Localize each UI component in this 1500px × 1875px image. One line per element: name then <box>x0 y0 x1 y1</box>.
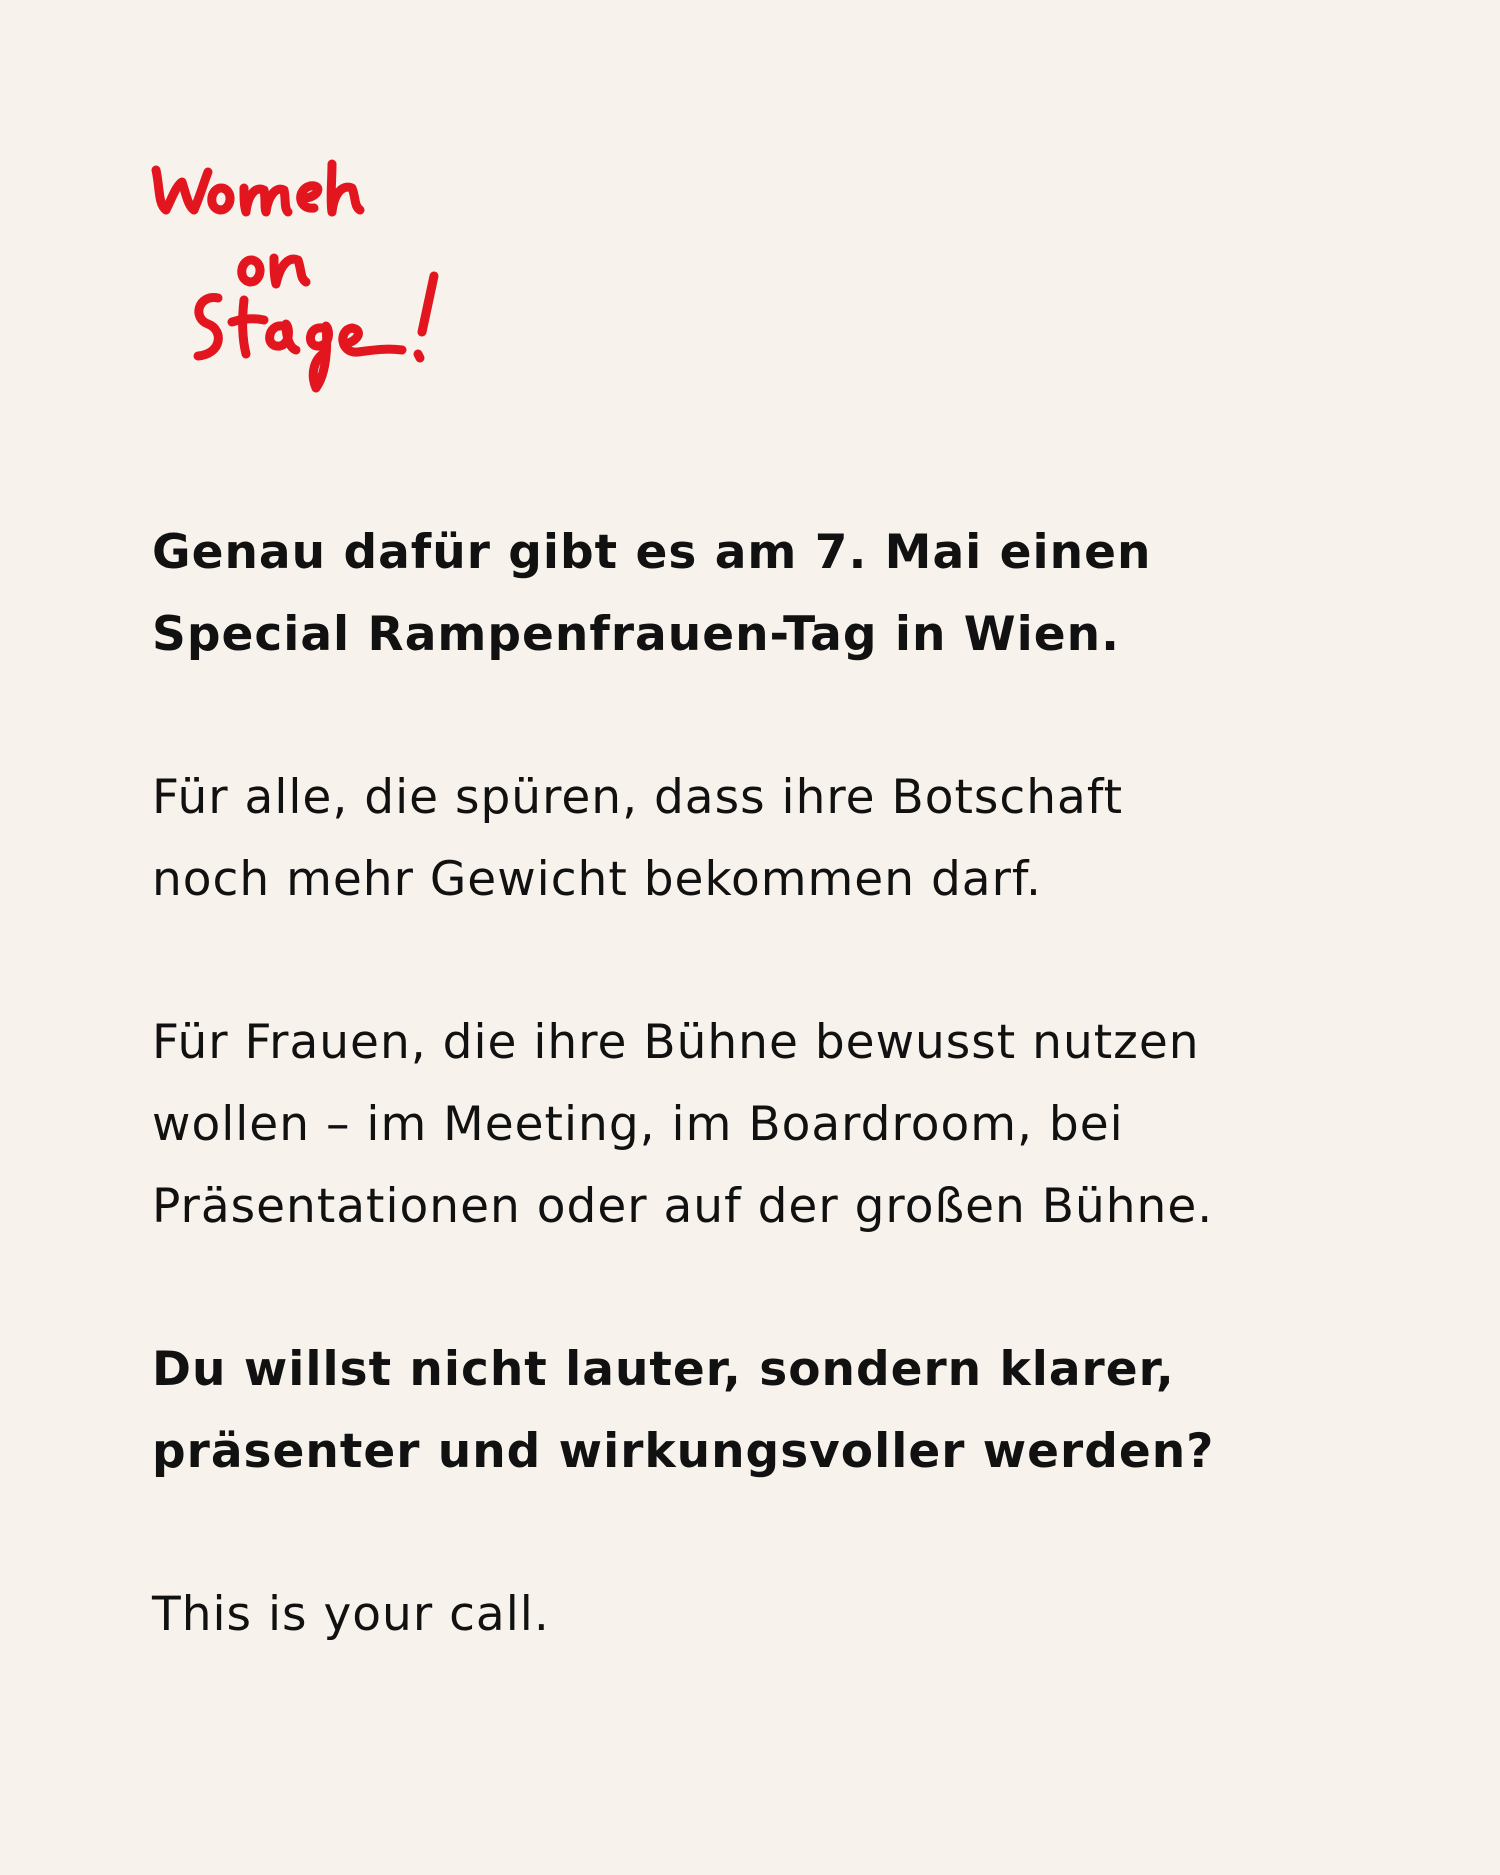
call-paragraph <box>152 1574 1372 1656</box>
audience-paragraph <box>152 757 1372 921</box>
question-paragraph <box>152 1329 1372 1493</box>
intro-paragraph <box>152 512 1372 676</box>
text-line: Special Rampenfrauen-Tag in Wien. <box>152 607 1120 662</box>
handwritten-logo-icon <box>148 148 468 408</box>
text-line: Genau dafür gibt es am 7. Mai einen <box>152 525 1152 580</box>
text-line: This is your call. <box>152 1587 550 1642</box>
text-line: noch mehr Gewicht bekommen darf. <box>152 852 1042 907</box>
text-line: Für alle, die spüren, dass ihre Botschaft <box>152 770 1123 825</box>
text-line: Für Frauen, die ihre Bühne bewusst nutzen <box>152 1015 1200 1070</box>
text-line: wollen – im Meeting, im Boardroom, bei <box>152 1097 1124 1152</box>
stage-paragraph <box>152 1002 1372 1248</box>
text-line: präsenter und wirkungsvoller werden? <box>152 1424 1215 1479</box>
women-on-stage-logo <box>148 148 468 408</box>
text-line: Präsentationen oder auf der großen Bühne. <box>152 1179 1214 1234</box>
main-text <box>152 512 1372 1737</box>
text-line: Du willst nicht lauter, sondern klarer, <box>152 1342 1175 1397</box>
